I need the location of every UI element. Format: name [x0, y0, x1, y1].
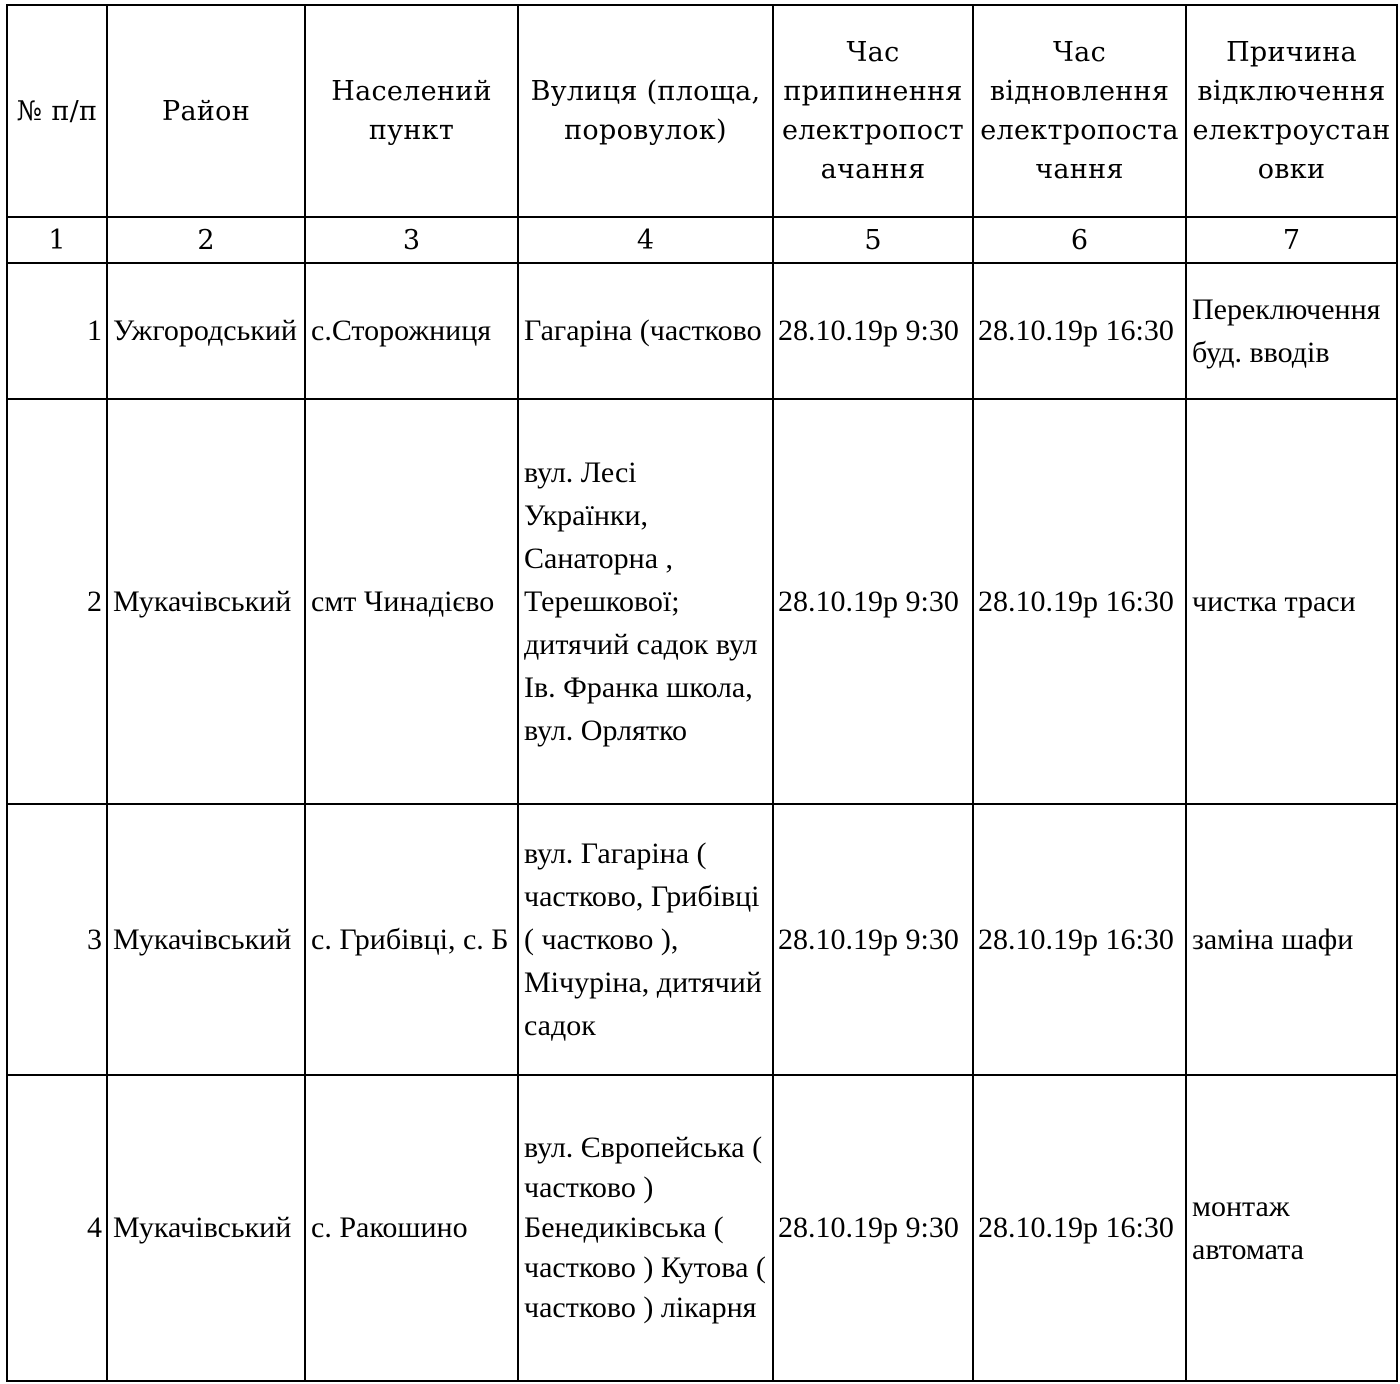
row-number: 3: [7, 804, 107, 1075]
reason-cell: чистка траси: [1186, 399, 1397, 804]
settlement-cell: смт Чинадієво: [305, 399, 518, 804]
header-number: № п/п: [7, 5, 107, 217]
table-row: [7, 399, 1397, 804]
stop-time-cell: 28.10.19р 9:30: [773, 399, 973, 804]
settlement-cell: с. Грибівці, с. Б: [305, 804, 518, 1075]
row-number: 4: [7, 1075, 107, 1381]
street-cell: вул. Лесі Українки, Санаторна , Терешкової; дитячий садок вул Ів. Франка школа, вул. Орлятко: [518, 399, 773, 804]
settlement-cell: с. Ракошино: [305, 1075, 518, 1381]
header-street: Вулиця (площа, поровулок): [518, 5, 773, 217]
header-restore-time: Час відновлення електропоста чання: [973, 5, 1186, 217]
power-outage-table: [6, 4, 1398, 1382]
header-row: [7, 5, 1397, 217]
row-number: 2: [7, 399, 107, 804]
column-numbers-row: [7, 217, 1397, 263]
district-cell: Мукачівський: [107, 804, 305, 1075]
restore-time-cell: 28.10.19р 16:30: [973, 399, 1186, 804]
table-row: [7, 263, 1397, 399]
restore-time-cell: 28.10.19р 16:30: [973, 263, 1186, 399]
table-row: [7, 1075, 1397, 1381]
column-number: 1: [7, 217, 107, 263]
street-cell: Гагаріна (частково: [518, 263, 773, 399]
restore-time-cell: 28.10.19р 16:30: [973, 1075, 1186, 1381]
column-number: 2: [107, 217, 305, 263]
column-number: 6: [973, 217, 1186, 263]
row-number: 1: [7, 263, 107, 399]
street-cell: вул. Європейська ( частково ) Бенедиківська ( частково ) Кутова ( частково ) лікарня: [518, 1075, 773, 1381]
reason-cell: монтаж автомата: [1186, 1075, 1397, 1381]
street-cell: вул. Гагаріна ( частково, Грибівці ( частково ), Мічуріна, дитячий садок: [518, 804, 773, 1075]
column-number: 3: [305, 217, 518, 263]
reason-cell: заміна шафи: [1186, 804, 1397, 1075]
column-number: 7: [1186, 217, 1397, 263]
district-cell: Мукачівський: [107, 1075, 305, 1381]
stop-time-cell: 28.10.19р 9:30: [773, 804, 973, 1075]
header-reason: Причина відключення електроустан овки: [1186, 5, 1397, 217]
stop-time-cell: 28.10.19р 9:30: [773, 1075, 973, 1381]
column-number: 4: [518, 217, 773, 263]
reason-cell: Переключення буд. вводів: [1186, 263, 1397, 399]
column-number: 5: [773, 217, 973, 263]
header-stop-time: Час припинення електропост ачання: [773, 5, 973, 217]
header-settlement: Населений пункт: [305, 5, 518, 217]
header-district: Район: [107, 5, 305, 217]
stop-time-cell: 28.10.19р 9:30: [773, 263, 973, 399]
settlement-cell: с.Сторожниця: [305, 263, 518, 399]
district-cell: Ужгородський: [107, 263, 305, 399]
table-row: [7, 804, 1397, 1075]
district-cell: Мукачівський: [107, 399, 305, 804]
restore-time-cell: 28.10.19р 16:30: [973, 804, 1186, 1075]
